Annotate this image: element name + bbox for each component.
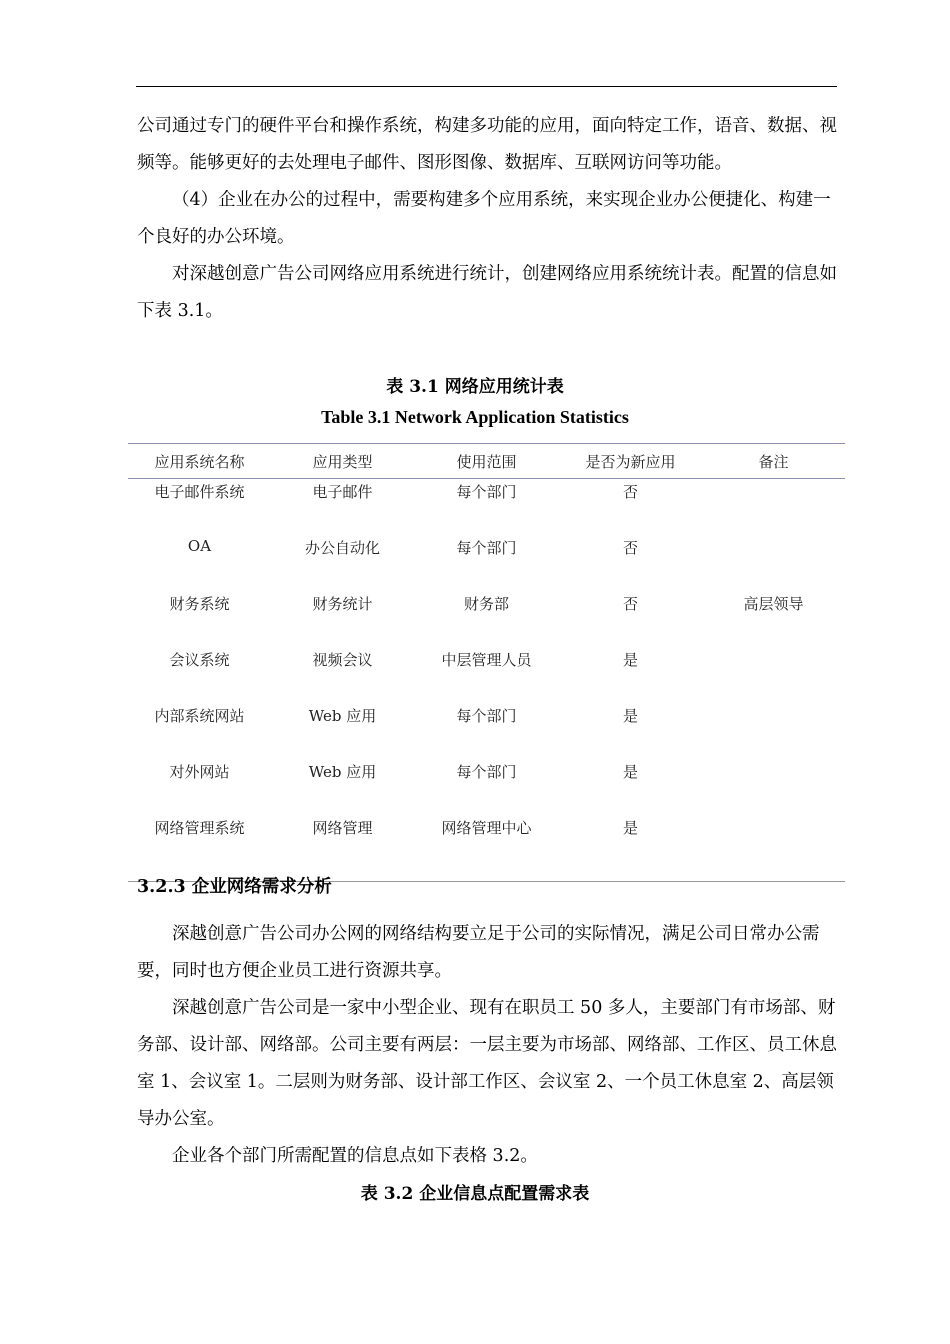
header-rule xyxy=(136,86,837,87)
paragraph-table2-intro: 企业各个部门所需配置的信息点如下表格 3.2。 xyxy=(172,1146,538,1166)
table-cell: 财务统计 xyxy=(312,595,373,613)
table-cell: 是 xyxy=(622,651,638,669)
table1-caption-cn: 表 3.1 网络应用统计表 xyxy=(386,377,564,397)
table-cell xyxy=(702,535,845,591)
table-cell: 视频会议 xyxy=(312,651,373,669)
table-cell: OA xyxy=(187,537,212,555)
table-cell xyxy=(702,815,845,882)
table-cell: 网络管理系统 xyxy=(128,815,271,882)
table-cell: Web 应用 xyxy=(308,763,377,781)
table-cell: 否 xyxy=(622,483,638,501)
table-cell: 否 xyxy=(622,539,638,557)
table-row xyxy=(128,647,845,703)
table-cell: 会议系统 xyxy=(169,651,230,669)
table-cell xyxy=(702,647,845,703)
paragraph-table-intro: 对深越创意广告公司网络应用系统进行统计，创建网络应用系统统计表。配置的信息如下表 3.1。 xyxy=(137,264,837,321)
table-cell: 高层领导 xyxy=(743,595,804,613)
table-cell: 内部系统网站 xyxy=(154,707,245,725)
header-cell-type: 应用类型 xyxy=(271,444,414,479)
table-cell: 财务系统 xyxy=(169,595,230,613)
table-row xyxy=(128,591,845,647)
table-row xyxy=(128,535,845,591)
table-row xyxy=(128,759,845,815)
table2-caption-cn: 表 3.2 企业信息点配置需求表 xyxy=(360,1184,590,1204)
table-header-row xyxy=(128,444,845,479)
header-cell-name: 应用系统名称 xyxy=(128,444,271,479)
table-row xyxy=(128,815,845,882)
network-application-table xyxy=(128,443,845,882)
table-cell: 办公自动化 xyxy=(304,539,380,557)
paragraph-network-structure: 深越创意广告公司办公网的网络结构要立足于公司的实际情况，满足公司日常办公需要，同时也方便企业员工进行资源共享。 xyxy=(137,924,820,981)
table-cell: Web 应用 xyxy=(308,707,377,725)
table-cell: 电子邮件 xyxy=(312,483,373,501)
header-cell-scope: 使用范围 xyxy=(414,444,559,479)
table-cell: 每个部门 xyxy=(456,763,517,781)
top-text-block xyxy=(137,108,837,330)
table-cell: 否 xyxy=(622,595,638,613)
table-cell: 中层管理人员 xyxy=(441,651,532,669)
table-cell: 每个部门 xyxy=(456,483,517,501)
table-cell: 电子邮件系统 xyxy=(154,483,245,501)
table-cell: 是 xyxy=(559,815,702,882)
table-cell xyxy=(702,759,845,815)
table-row xyxy=(128,703,845,759)
paragraph-item-4: （4）企业在办公的过程中，需要构建多个应用系统，来实现企业办公便捷化、构建一个良好的办公环境。 xyxy=(137,190,831,247)
section-heading: 3.2.3 企业网络需求分析 xyxy=(137,877,332,897)
table-cell xyxy=(702,703,845,759)
table-cell: 是 xyxy=(622,707,638,725)
paragraph-continuation: 公司通过专门的硬件平台和操作系统，构建多功能的应用，面向特定工作，语音、数据、视频等。能够更好的去处理电子邮件、图形图像、数据库、互联网访问等功能。 xyxy=(137,116,837,173)
table-cell: 财务部 xyxy=(463,595,509,613)
table-cell: 网络管理 xyxy=(271,815,414,882)
paragraph-company-profile: 深越创意广告公司是一家中小型企业、现有在职员工 50 多人，主要部门有市场部、财务部、设计部、网络部。公司主要有两层：一层主要为市场部、网络部、工作区、员工休息室 1、会议室 1。二层则为财务部、设计部工作区、会议室 2、一个员工休息室 2、高层领导办公室。 xyxy=(137,998,837,1129)
table-row xyxy=(128,479,845,536)
table-cell xyxy=(702,479,845,536)
table1-caption-en: Table 3.1 Network Application Statistics xyxy=(321,407,629,427)
table-cell: 网络管理中心 xyxy=(414,815,559,882)
header-cell-new: 是否为新应用 xyxy=(559,444,702,479)
table-cell: 是 xyxy=(622,763,638,781)
table-cell: 每个部门 xyxy=(456,707,517,725)
table1 xyxy=(128,443,845,882)
header-cell-note: 备注 xyxy=(702,444,845,479)
table-cell: 对外网站 xyxy=(169,763,230,781)
table-cell: 每个部门 xyxy=(456,539,517,557)
section-text-block xyxy=(137,916,837,1175)
